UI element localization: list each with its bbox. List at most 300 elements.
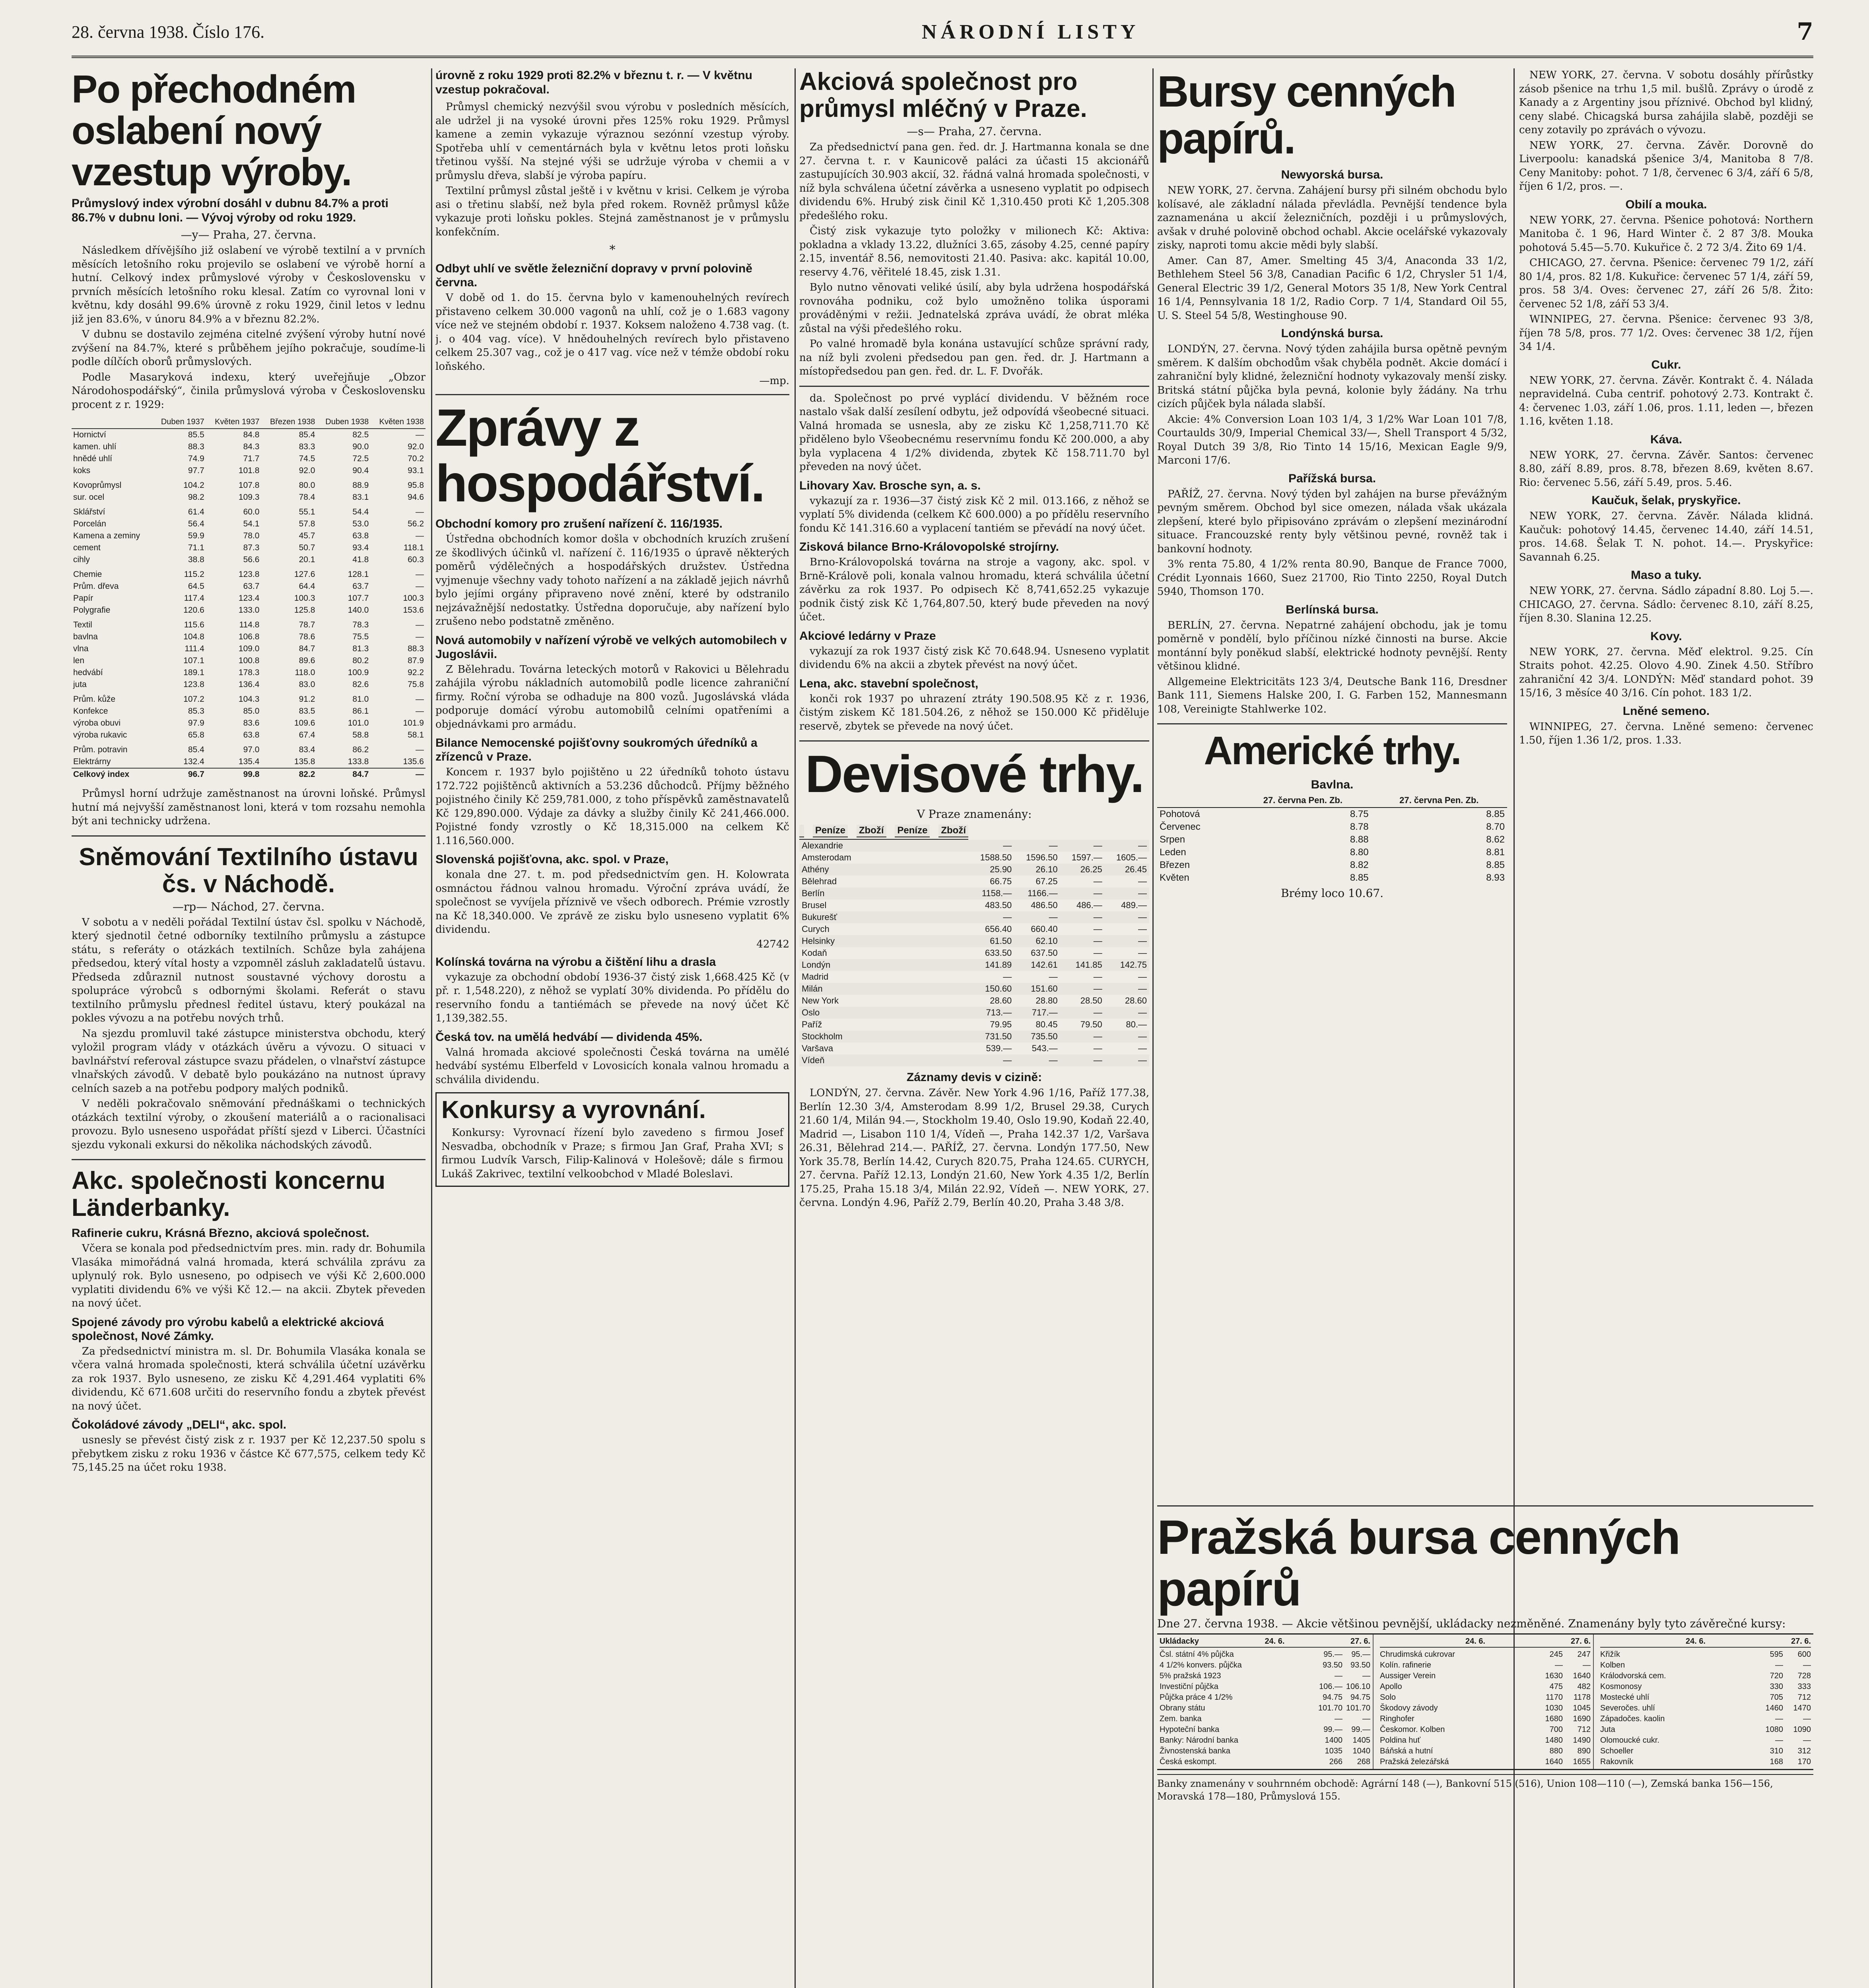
table-cell: Kamena a zeminy (73, 531, 140, 540)
bourse-quote: 99.— (1351, 1725, 1370, 1734)
table-cell: Elektrárny (73, 757, 111, 766)
table-cell: Prům. potravin (73, 745, 128, 754)
table-cell: 97.0 (243, 745, 260, 754)
bourse-row (1600, 1660, 1811, 1671)
bourse-quotes-grid (1157, 1633, 1813, 1770)
table-cell: cement (73, 543, 101, 552)
bourse-security-name: Živnostenská banka (1160, 1747, 1230, 1755)
table-row (72, 477, 425, 491)
table-cell: — (416, 707, 424, 716)
article-subhead: Londýnská bursa. (1281, 327, 1383, 340)
table-row (72, 503, 425, 518)
bourse-quote: 94.75 (1350, 1693, 1370, 1702)
bourse-quote: 247 (1577, 1650, 1591, 1659)
divider (799, 740, 1149, 743)
table-cell: 8.85 (1486, 860, 1505, 870)
bourse-security-name: Poldina huť (1380, 1736, 1421, 1745)
table-cell: Milán (799, 983, 968, 995)
table-row (799, 1019, 1149, 1031)
bourse-security-name: Chrudimská cukrovar (1380, 1650, 1455, 1659)
table-cell: vlna (73, 644, 89, 653)
bourse-security-name: Škodovy závody (1380, 1704, 1438, 1712)
article-paragraph: Allgemeine Elektricitäts 123 3/4, Deutsche Bank 116, Dresdner Bank 111, Siemens Halske 200, I. G. Farben 152, Mannesmann 108, Vereinigte Stahlwerke 102. (1157, 676, 1507, 715)
table-cell: 85.4 (299, 430, 315, 439)
table-cell: 8.85 (1350, 872, 1369, 883)
table-cell: 1597.— (1071, 852, 1102, 862)
table-row (72, 655, 425, 667)
bourse-security-name: Obrany státu (1160, 1704, 1205, 1712)
bourse-header-cell: 24. 6. (1685, 1637, 1706, 1646)
table-cell: Berlín (799, 887, 968, 899)
table-row (799, 852, 1149, 864)
table-cell: 53.0 (352, 519, 369, 528)
table-cell: — (1060, 840, 1105, 852)
table-cell: — (1105, 1054, 1149, 1066)
table-cell: 100.3 (294, 594, 315, 603)
bourse-row (1600, 1735, 1811, 1746)
table-row (799, 1007, 1149, 1019)
bourse-row (1600, 1746, 1811, 1757)
bourse-security-name: Apollo (1380, 1682, 1402, 1691)
bourse-quote: 1690 (1573, 1714, 1591, 1723)
table-cell: 78.7 (299, 620, 315, 629)
table-row (72, 429, 425, 441)
table-cell: Srpen (1160, 834, 1185, 845)
bourse-quote: 1035 (1325, 1747, 1342, 1755)
bourse-quote: 1480 (1545, 1736, 1563, 1745)
section-headline: Pražská bursa cenných papírů (1157, 1510, 1680, 1616)
table-cell: Bělehrad (802, 876, 837, 886)
table-cell: 99.8 (206, 768, 261, 780)
bourse-quote: 482 (1577, 1682, 1591, 1691)
table-cell: Textil (73, 620, 92, 629)
bourse-security-name: Zem. banka (1160, 1714, 1202, 1723)
dateline: —rp— Náchod, 27. června. (172, 900, 325, 913)
bourse-header-cell: Ukládacky (1160, 1637, 1199, 1646)
table-cell: 61.4 (188, 507, 204, 516)
table-cell: 83.4 (299, 745, 315, 754)
table-cell: 50.7 (299, 543, 315, 552)
table-cell: 731.50 (968, 1031, 1014, 1043)
table-cell: 97.7 (188, 466, 204, 475)
table-cell: 71.7 (243, 454, 260, 463)
article-subhead: Bavlna. (1311, 778, 1354, 791)
bourse-row (1160, 1746, 1370, 1757)
table-cell: 75.8 (408, 680, 424, 689)
table-cell: — (1060, 1031, 1105, 1043)
table-cell: Březen (1160, 860, 1190, 870)
column-1 (72, 68, 425, 1476)
bourse-security-name: Pražská železářská (1380, 1757, 1449, 1766)
table-cell: 84.8 (243, 430, 260, 439)
table-cell: Athény (799, 864, 968, 876)
article-paragraph: LONDÝN, 27. června. Nový týden zahájila bursa opětně pevným směrem. K dalším obchodům však chyběla podnět. Akcie domácí i zahraniční byly klidné, železniční hodnoty vykazovaly menší zisky. Britská státní půjčka byla pevná, kolonie byly žádány. Na trhu cizích půjček byla nálada slabší. (1157, 343, 1507, 410)
table-cell: 78.6 (299, 632, 315, 641)
table-cell: 8.70 (1486, 821, 1505, 832)
table-cell: 123.8 (183, 680, 204, 689)
table-cell: — (416, 582, 424, 591)
bourse-quote: 268 (1357, 1757, 1370, 1766)
article-paragraph: Ústředna obchodních komor došla v obchodních kruzích zrušení ze škodlivých účinků vl. nařízení č. 116/1935 o úpravě některých poměrů výdělečných a hospodářských družstev. Ústředna vyjmenuje všechny vady tohoto nařízení a na základě jejich návrhů bylo jejími orgány připraveno nové znění, které by odstranilo nejzávažnější nedostatky. Ústředna doporučuje, aby nařízení bylo zrušeno nebo podstatně změněno. (435, 533, 789, 627)
table-cell: 107.7 (348, 594, 369, 603)
bourse-quote: 1640 (1545, 1757, 1563, 1766)
table-row (799, 995, 1149, 1007)
article-paragraph: Průmysl chemický nezvýšil svou výrobu v posledních měsících, ale udržel ji na vysoké úrovni přes 125% roku 1929. Průmysl kamene a zemin vykazuje výraznou sezónní vzestup výroby. Spotřeba uhlí v cementárnách byla v květnu letos proti loňsku třetinou vyšší. Na stejné výši se udržuje výroba v chemii a v průmyslu dřeva, slabší je výroba papíru. (435, 101, 789, 182)
article-paragraph: Bylo nutno věnovati veliké úsilí, aby byla udržena hospodářská rovnováha podniku, což bylo umožněno tolika úsporami prováděnými v režii. Jednatelská zpráva uvádí, že obrat mléka zůstal na výši předešlého roku. (799, 282, 1149, 335)
table-row (72, 453, 425, 465)
bourse-quote: 93.50 (1322, 1661, 1342, 1670)
table-cell: koks (73, 466, 91, 475)
article-paragraph: Následkem dřívějšího již oslabení ve výrobě textilní a v prvních měsících letošního roku projevilo se oslabení ve výrobě horní a hutní. Celkový index průmyslové výroby v Československu v prvních měsících letošního roku klesal. Zatím co vyrovnal loni v květnu, kdy dosáhl 99.6% úrovně z roku 1929, činil letos v lednu již jen 83.6%, v únoru 84.9% a v březnu 82.2%. (72, 245, 425, 325)
table-cell: 656.40 (985, 924, 1012, 934)
article-paragraph: konala dne 27. t. m. pod předsednictvím gen. H. Kolowrata osmnáctou řádnou valnou hromadu. Výroční zpráva uvádí, že společnost se vyvíjela příznivě ve všech odborech. Prémie vzrostly na Kč 18,340.000. Ve zprávě ze zisku bylo usneseno vyplatit 6% dividendu. (435, 869, 789, 936)
table-cell: — (416, 531, 424, 540)
table-cell: 83.6 (243, 718, 260, 728)
table-cell: 140.0 (348, 606, 369, 615)
table-cell: 8.88 (1350, 834, 1369, 845)
masthead-name: NÁRODNÍ LISTY (921, 20, 1140, 43)
table-cell: 8.93 (1486, 872, 1505, 883)
table-row (72, 542, 425, 554)
table-cell: Červenec (1160, 821, 1201, 832)
table-note: Brémy loco 10.67. (1280, 887, 1384, 900)
bourse-quote: 1630 (1545, 1672, 1563, 1680)
table-cell: 56.4 (188, 519, 204, 528)
bourse-quote: 1090 (1793, 1725, 1811, 1734)
article-paragraph: Včera se konala pod předsednictvím pres. min. rady dr. Bohumila Vlasáka mimořádná valná hromada, která schválila zprávu za uplynulý rok. Bylo usneseno, po odpisech ve výši Kč 2,600.000 vyplatiti dividendu 6% ve výši Kč 12.— na akcii. Zbytek převeden na nový účet. (72, 1242, 425, 1309)
table-cell: 85.0 (243, 707, 260, 716)
bourse-quote: 266 (1329, 1757, 1342, 1766)
bourse-quote: — (1362, 1714, 1370, 1723)
table-cell: 135.4 (238, 757, 260, 766)
article-headline: Konkursy a vyrovnání. (441, 1096, 706, 1124)
bourse-row (1160, 1735, 1370, 1746)
article-paragraph: NEW YORK, 27. června. Závěr. Nálada klidná. Kaučuk: pohotový 14.45, červenec 14.40, září 14.51, pros. 14.68. Šelak T. N. pohot. 14.—. Pryskyřice: Savannah 6.25. (1519, 510, 1813, 563)
table-cell: — (1003, 972, 1012, 982)
table-cell: — (1138, 876, 1147, 886)
table-cell: 127.6 (294, 570, 315, 579)
table-row (799, 947, 1149, 959)
table-cell: 486.50 (1031, 900, 1058, 910)
table-row (799, 876, 1149, 887)
bourse-quote: 1080 (1765, 1725, 1783, 1734)
table-cell: Paříž (802, 1019, 822, 1029)
table-row (72, 691, 425, 705)
table-cell: 489.— (1121, 900, 1147, 910)
bourse-quote: 106.— (1319, 1682, 1342, 1691)
table-cell: 71.1 (188, 543, 204, 552)
table-cell: 20.1 (299, 555, 315, 564)
table-cell: 133.0 (238, 606, 260, 615)
table-cell: 151.60 (1014, 983, 1060, 995)
bourse-quote: 170 (1797, 1757, 1811, 1766)
table-cell: 84.3 (243, 442, 260, 451)
table-cell: kamen. uhlí (73, 442, 117, 451)
table-cell: — (370, 768, 425, 780)
table-cell: 150.60 (968, 983, 1014, 995)
section-headline: Devisové trhy. (805, 745, 1144, 803)
table-cell: Bukurešť (799, 911, 968, 923)
table-cell: 1158.— (968, 887, 1014, 899)
table-cell: Prům. kůže (73, 695, 116, 704)
table-cell: — (1060, 1007, 1105, 1019)
table-cell: — (416, 632, 424, 641)
bourse-quote: 94.75 (1322, 1693, 1342, 1702)
bourse-quote: 106.10 (1346, 1682, 1370, 1691)
table-header-cell: Březen 1938 (261, 415, 317, 429)
table-cell: 89.6 (299, 656, 315, 665)
table-cell: 1588.50 (980, 852, 1012, 862)
table-cell: 65.8 (188, 730, 204, 740)
table-row (72, 554, 425, 566)
table-cell: 80.— (1126, 1019, 1147, 1029)
table-cell: 141.85 (1060, 959, 1105, 971)
table-row (72, 566, 425, 580)
article-subhead: Čokoládové závody „DELI“, akc. spol. (72, 1418, 287, 1431)
table-cell: 74.9 (188, 454, 204, 463)
bourse-quote: 600 (1797, 1650, 1811, 1659)
bourse-row (1160, 1681, 1370, 1692)
table-cell: 133.8 (348, 757, 369, 766)
table-row (1157, 859, 1507, 872)
article-paragraph: Čistý zisk vykazuje tyto položky v milionech Kč: Aktiva: pokladna a vklady 13.22, dlužníci 3.65, zásoby 4.25, cenné papíry 2.15, inventář 8.56, nemovitosti 21.40. Pasiva: akc. kapitál 10.00, reservy 4.76, věřitelé 18.45, zisk 1.31. (799, 225, 1149, 278)
article-paragraph: Brno-Královopolská továrna na stroje a vagony, akc. spol. v Brně-Králově poli, konala valnou hromadu, která schválila účetní závěrku za rok 1937. Po odpisech Kč 8,741,652.25 vykazuje podnik čistý zisk Kč 1,764,807.50, který bude převeden na nový účet. (799, 556, 1149, 623)
table-cell: 78.3 (352, 620, 369, 629)
bourse-security-name: Čsl. státní 4% půjčka (1160, 1650, 1234, 1659)
table-header-cell (1157, 794, 1235, 808)
table-cell: 189.1 (183, 668, 204, 677)
table-cell: 101.0 (348, 718, 369, 728)
section-headline: Bursy cenných papírů. (1157, 68, 1455, 163)
table-cell: 70.2 (408, 454, 424, 463)
article-paragraph: vykazují za rok 1937 čistý zisk Kč 70.648.94. Usneseno vyplatit dividendu 6% na akcii a zbytek převést na nový účet. (799, 645, 1149, 671)
bourse-column (1598, 1635, 1813, 1769)
table-cell: 135.8 (294, 757, 315, 766)
table-row (799, 1043, 1149, 1054)
bourse-lead: Dne 27. června 1938. — Akcie většinou pevnější, ukládacky nezměněné. Znamenány byly tyto závěrečné kursy: (1157, 1617, 1786, 1630)
bourse-row (1380, 1757, 1591, 1767)
article-paragraph: NEW YORK, 27. června. Sádlo západní 8.80. Loj 5.—. CHICAGO, 27. června. Sádlo: červenec 8.10, září 8.25, říjen 8.30. Slanina 12.25. (1519, 585, 1813, 624)
table-cell: 80.2 (352, 656, 369, 665)
bourse-security-name: Severočes. uhlí (1600, 1704, 1655, 1712)
column-3 (799, 68, 1149, 1211)
table-cell: — (416, 620, 424, 629)
bourse-security-name: Hypoteční banka (1160, 1725, 1220, 1734)
divider (435, 394, 789, 397)
article-subhead: Lena, akc. stavební společnost, (799, 677, 979, 690)
bourse-row (1380, 1681, 1591, 1692)
table-cell: 118.1 (404, 543, 424, 552)
article-subhead: Kaučuk, šelak, pryskyřice. (1591, 494, 1741, 507)
article-subhead: Pařížská bursa. (1288, 472, 1376, 485)
table-row (799, 983, 1149, 995)
bourse-quote: 1400 (1325, 1736, 1342, 1745)
table-cell: 83.3 (299, 442, 315, 451)
bourse-quote: 1030 (1545, 1704, 1563, 1712)
table-cell: 83.0 (299, 680, 315, 689)
table-cell: 81.3 (352, 644, 369, 653)
bourse-security-name: Rakovník (1600, 1757, 1634, 1766)
table-cell: Londýn (799, 959, 968, 971)
bourse-quote: 720 (1770, 1672, 1783, 1680)
article-paragraph: 3% renta 75.80, 4 1/2% renta 80.90, Banque de France 7000, Crédit Lyonnais 1660, Suez 21700, Rio Tinto 2250, Royal Dutch 5940, Thomson 170. (1157, 558, 1507, 598)
table-cell: 79.95 (990, 1019, 1012, 1029)
bourse-quote: 93.50 (1350, 1661, 1370, 1670)
article-paragraph: da. Společnost po prvé vyplácí dividendu. V běžném roce nastalo však další zesílení odbytu, jež odpovídá všeobecné situaci. Valná hromada se usnesla, aby ze zisku Kč 1,258,711.70 Kč přiděleno bylo Všeobecnému reservnímu fondu Kč 200.000, a aby byla vyplacena 4 1/2% dividenda, zbytek Kč 158.711.70 byl převeden na nový účet. (799, 392, 1149, 473)
table-cell: Brusel (802, 900, 827, 910)
table-cell: 85.3 (188, 707, 204, 716)
table-header-cell: Duben 1938 (317, 415, 370, 429)
dateline: —s— Praha, 27. června. (907, 125, 1042, 138)
article-paragraph: V době od 1. do 15. června bylo v kamenouhelných revírech přistaveno celkem 30.000 vagonů na uhlí, což je o 1.683 vagony více než ve stejném období r. 1937. Koksem naloženo 4.738 vag. (t. j. o 404 vag. více). V hnědouhelných revírech bylo přistaveno celkem 25.307 vag., což je o 417 vag. více než v témže období roku loňského. (435, 292, 789, 373)
table-row (799, 899, 1149, 911)
column-rule (795, 68, 796, 1988)
article-paragraph: Z Bělehradu. Továrna leteckých motorů v Rakovici u Bělehradu zahájila výrobu nákladních automobilů podle licence zahraniční firmy. Roční výroba se odhaduje na 800 vozů. Jugoslávská vláda podporuje domácí výrobu automobilů celními opatřeními a objednávkami pro armádu. (435, 663, 789, 730)
table-cell: len (73, 656, 85, 665)
running-header (72, 8, 1813, 58)
table-cell: 54.1 (243, 519, 260, 528)
table-cell: 97.9 (188, 718, 204, 728)
article-paragraph: V dubnu se dostavilo zejména citelné zvýšení výroby hutní nové zvýšení na 84.7%, které s průběhem jejího pokračuje, soudíme-li podle dílčích oborů průmyslových. (72, 328, 425, 368)
table-cell: — (1060, 935, 1105, 947)
table-cell: 109.0 (238, 644, 260, 653)
table-cell: — (1105, 935, 1149, 947)
bourse-quote: 245 (1549, 1650, 1563, 1659)
bourse-quote: — (1555, 1661, 1563, 1670)
bourse-security-name: Solo (1380, 1693, 1396, 1702)
table-cell: — (1014, 1054, 1060, 1066)
bourse-row (1380, 1746, 1591, 1757)
article-paragraph: NEW YORK, 27. června. Pšenice pohotová: Northern Manitoba č. 1 96, Hard Winter č. 2 87 3/8. Mouka pohotová 5.45—5.70. Kukuřice č. 2 72 3/4. Žito 69 1/4. (1519, 214, 1813, 254)
table-cell: 28.50 (1080, 996, 1102, 1006)
table-cell: 8.78 (1350, 821, 1369, 832)
table-cell: 90.0 (352, 442, 369, 451)
bourse-row (1600, 1681, 1811, 1692)
table-cell: 67.25 (1036, 876, 1058, 886)
article-paragraph: LONDÝN, 27. června. Závěr. New York 4.96 1/16, Paříž 177.38, Berlín 12.30 3/4, Amsterodam 8.99 1/2, Brusel 29.38, Curych 21.60 1/4, Milán 94.—, Stockholm 19.40, Oslo 19.90, Kodaň 22.40, Madrid —, Lisabon 110 1/4, Vídeň —, Praha 142.37 1/2, Varšava 26.31, Bělehrad 214.—. PAŘÍŽ, 27. června. Londýn 177.50, New York 35.78, Berlín 14.42, Curych 820.75, Praha 124.65. CURYCH, 27. června. Paříž 12.13, Londýn 21.60, New York 4.35 1/2, Berlín 175.25, Praha 15.18 3/4, Milán 22.92, Vídeň —. NEW YORK, 27. června. Londýn 4.96, Paříž 2.79, Berlín 40.20, Praha 3.48 3/8. (799, 1087, 1149, 1209)
article-paragraph: Textilní průmysl zůstal ještě i v květnu v krisi. Celkem je výroba asi o třetinu slabší, než byla před rokem. Rovněž průmysl kůže vykazuje proti loňsku pokles. Stejná zaměstnanost je v průmyslu konfekčním. (435, 185, 789, 238)
table-header-cell: 27. června Pen. Zb. (1235, 794, 1371, 808)
article-subhead: Odbyt uhlí ve světle železniční dopravy v první polovině června. (435, 262, 752, 289)
bourse-quote: — (1335, 1714, 1342, 1723)
table-cell: 41.8 (352, 555, 369, 564)
article-paragraph: Podle Masaryková indexu, který uveřejňuje „Obzor Národohospodářský“, činila průmyslová výroba v Československu procent z r. 1929: (72, 371, 425, 411)
bourse-quote: — (1583, 1661, 1591, 1670)
table-cell: 75.5 (352, 632, 369, 641)
table-cell: 91.2 (299, 695, 315, 704)
table-cell: 539.— (986, 1043, 1012, 1053)
table-cell: Hornictví (73, 430, 106, 439)
table-cell: výroba obuvi (73, 718, 121, 728)
table-cell: Curych (802, 924, 830, 934)
table-cell: 38.8 (188, 555, 204, 564)
table-cell: Amsterodam (802, 852, 851, 862)
table-cell: 78.4 (299, 493, 315, 502)
table-cell: 8.62 (1486, 834, 1505, 845)
bourse-quote: — (1362, 1672, 1370, 1680)
table-row (72, 679, 425, 691)
bourse-quote: — (1775, 1714, 1783, 1723)
table-cell: 153.6 (403, 606, 424, 615)
table-cell: Pohotová (1160, 809, 1200, 819)
article-headline: Akciová společnost pro průmysl mléčný v Praze. (799, 68, 1087, 122)
table-row (799, 840, 1149, 852)
table-cell: Stockholm (799, 1031, 968, 1043)
table-row (72, 717, 425, 729)
table-cell: — (968, 840, 1014, 852)
divider (1157, 1505, 1813, 1508)
table-cell: 72.5 (352, 454, 369, 463)
table-cell: 141.89 (968, 959, 1014, 971)
bourse-quote: — (1803, 1714, 1811, 1723)
table-cell: hnědé uhlí (73, 454, 113, 463)
article-paragraph: NEW YORK, 27. června. Závěr. Santos: červenec 8.80, září 8.89, pros. 8.78, březen 8.69, květen 8.67. Rio: červenec 5.56, září 5.49, pros. 5.46. (1519, 449, 1813, 489)
table-cell: 82.5 (352, 430, 369, 439)
table-cell: 60.3 (408, 555, 424, 564)
bourse-row (1160, 1671, 1370, 1681)
article-paragraph: Valná hromada akciové společnosti Česká továrna na umělé hedvábí systému Elberfeld v Lovosicích konala valnou hromadu a schválila dividendu. (435, 1046, 789, 1086)
table-cell: 92.2 (408, 668, 424, 677)
bourse-quote: — (1803, 1661, 1811, 1670)
article-subhead: Česká tov. na umělá hedvábí — dividenda 45%. (435, 1030, 703, 1044)
table-header-cell: Květen 1937 (206, 415, 261, 429)
article-subhead: Newyorská bursa. (1281, 168, 1383, 181)
table-row (799, 971, 1149, 983)
table-cell: — (1138, 948, 1147, 958)
table-cell: 85.4 (188, 745, 204, 754)
table-row (72, 643, 425, 655)
article-headline: Akc. společnosti koncernu Länderbanky. (72, 1167, 385, 1221)
table-cell: cihly (73, 555, 90, 564)
table-cell: 100.9 (348, 668, 369, 677)
table-cell: 56.6 (243, 555, 260, 564)
article-paragraph: NEW YORK, 27. června. Závěr. Dorovně do Liverpoolu: kanadská pšenice 3/4, Manitoba 8 7/8. Ceny Manitoby: pohot. 7 1/8, červenec 6 3/4, září 6 5/8, říjen 6 1/2, pros. —. (1519, 139, 1813, 192)
table-cell: 63.8 (352, 531, 369, 540)
bourse-security-name: Aussiger Verein (1380, 1672, 1436, 1680)
article-subhead: Lihovary Xav. Brosche syn, a. s. (799, 479, 981, 492)
table-cell: 93.4 (352, 543, 369, 552)
table-caption: Záznamy devis v cizině: (906, 1071, 1042, 1084)
table-cell: 98.2 (188, 493, 204, 502)
issue-date: 28. června 1938. Číslo 176. (72, 22, 265, 42)
table-cell: 86.2 (352, 745, 369, 754)
article-subhead: Bilance Nemocenské pojišťovny soukromých úředníků a zřízenců v Praze. (435, 736, 758, 763)
bourse-quote: 168 (1770, 1757, 1783, 1766)
bourse-security-name: Investiční půjčka (1160, 1682, 1218, 1691)
table-cell: 100.8 (238, 656, 260, 665)
table-cell: 109.6 (294, 718, 315, 728)
bourse-quote: 1470 (1793, 1704, 1811, 1712)
article-paragraph: V neděli pokračovalo sněmování přednáškami o technických otázkách textilní výroby, o zkoušení materiálů a o racionalisaci provozu. Bylo usneseno uspořádat příští sjezd v Liberci. Účastníci sjezdu vykonali exkursi do několika náchodských závodů. (72, 1098, 425, 1151)
article-paragraph: vykazuje za obchodní období 1936-37 čistý zisk 1,668.425 Kč (v př. r. 1,548.220), z něhož se vyplatí 30% dividenda. Po přídělu do reservního fondu a tantiémách se převede na nový účet Kč 1,139,382.55. (435, 971, 789, 1024)
table-cell: 106.8 (238, 632, 260, 641)
article-paragraph: Koncem r. 1937 bylo pojištěno u 22 úředníků tohoto ústavu 172.722 pojištěnců aktivních a 53.236 důchodců. Příjmy běžného pojistného činily Kč 259,781.000, z toho příspěvků zaměstnavatelů Kč 129,890.000. Výdaje za dávky a služby činily Kč 241,466.000. Pojistné fondy vzrostly o Kč 18,315.000 na celkem Kč 1.116,560.000. (435, 766, 789, 847)
bourse-quote: 1045 (1573, 1704, 1591, 1712)
table-cell: 84.7 (299, 644, 315, 653)
bourse-row (1380, 1703, 1591, 1714)
bourse-security-name: Kosmonosy (1600, 1682, 1642, 1691)
table-cell: 25.90 (968, 864, 1014, 876)
table-cell: Sklářství (73, 507, 105, 516)
bourse-row (1160, 1757, 1370, 1767)
table-cell: 83.5 (299, 707, 315, 716)
table-cell: Porcelán (73, 519, 106, 528)
bourse-security-name: Ringhofer (1380, 1714, 1414, 1723)
table-cell: 107.8 (238, 481, 260, 490)
table-cell: 80.45 (1036, 1019, 1058, 1029)
article-subhead: Berlínská bursa. (1286, 603, 1379, 616)
table-cell: 67.4 (299, 730, 315, 740)
